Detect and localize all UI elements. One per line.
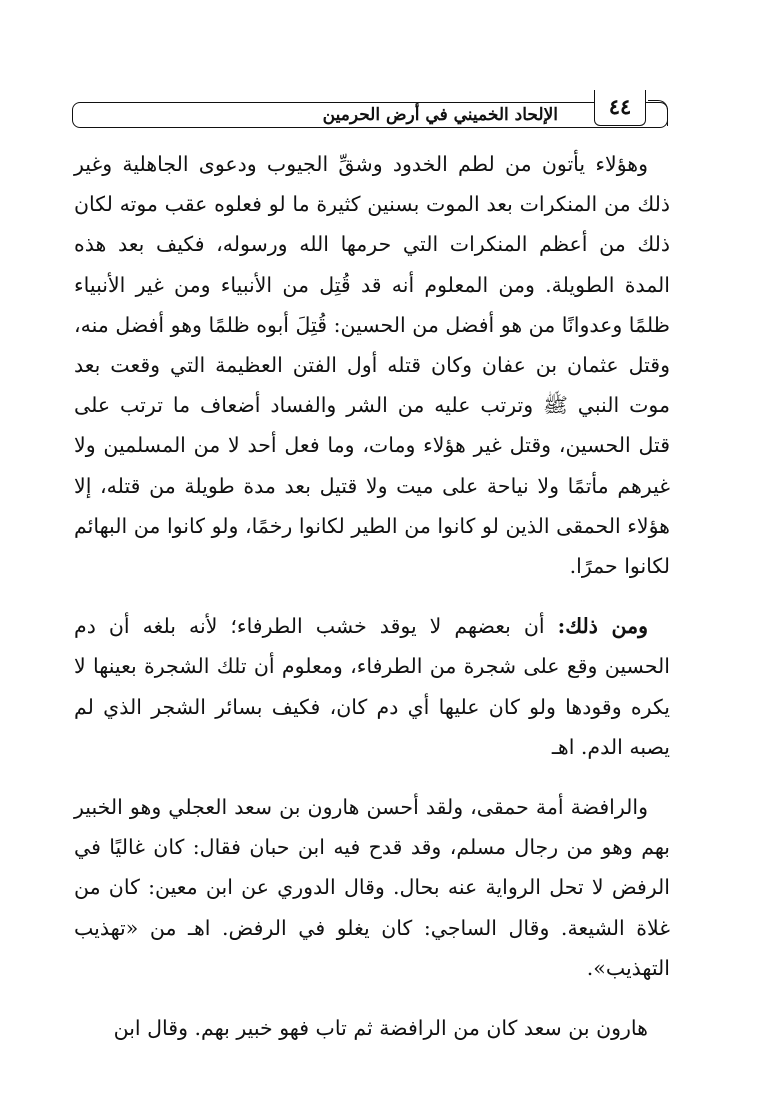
paragraph: [74, 606, 670, 767]
running-header: [72, 96, 670, 130]
header-ornament: [648, 100, 668, 126]
paragraph: [74, 787, 670, 988]
paragraph-text: وهؤلاء يأتون من لطم الخدود وشقِّ الجيوب ودعوى الجاهلية وغير ذلك من المنكرات بعد الموت بسنين كثيرة ما لو فعلوه عقب موته لكان ذلك من أعظم المنكرات التي حرمها الله ورسوله، فكيف بعد هذه المدة الطويلة. ومن المعلوم أنه قد قُتِل من الأنبياء ومن غير الأنبياء ظلمًا وعدوانًا من هو أفضل من الحسين: قُتِلَ أبوه ظلمًا وهو أفضل منه، وقتل عثمان بن عفان وكان قتله أول الفتن العظيمة التي وقعت بعد موت النبي ﷺ وترتب عليه من الشر والفساد أضعاف ما ترتب على قتل الحسين، وقتل غير هؤلاء ومات، وما فعل أحد لا من المسلمين ولا غيرهم مأتمًا ولا نياحة على ميت ولا قتيل بعد مدة طويلة من قتله، إلا هؤلاء الحمقى الذين لو كانوا من الطير لكانوا رخمًا، ولو كانوا من البهائم لكانوا حمرًا.: [74, 152, 670, 579]
paragraph-text: هارون بن سعد كان من الرافضة ثم تاب فهو خبير بهم. وقال ابن: [113, 1016, 648, 1041]
body-text: [74, 144, 670, 1048]
paragraph: [74, 1008, 670, 1048]
page-number: ٤٤: [594, 90, 646, 126]
paragraph-text: والرافضة أمة حمقى، ولقد أحسن هارون بن سعد العجلي وهو الخبير بهم وهو من رجال مسلم، وقد قدح فيه ابن حبان فقال: كان غاليًا في الرفض لا تحل الرواية عنه بحال. وقال الدوري عن ابن معين: كان من غلاة الشيعة. وقال الساجي: كان يغلو في الرفض. اهـ من «تهذيب التهذيب».: [74, 795, 670, 980]
book-title: الإلحاد الخميني في أرض الحرمين: [322, 105, 558, 125]
paragraph-lead: ومن ذلك:: [557, 614, 649, 639]
paragraph: [74, 144, 670, 586]
paragraph-text: أن بعضهم لا يوقد خشب الطرفاء؛ لأنه بلغه أن دم الحسين وقع على شجرة من الطرفاء، ومعلوم أن تلك الشجرة بعينها لا يكره وقودها ولو كان عليها أي دم كان، فكيف بسائر الشجر الذي لم يصبه الدم. اهـ: [74, 614, 670, 759]
